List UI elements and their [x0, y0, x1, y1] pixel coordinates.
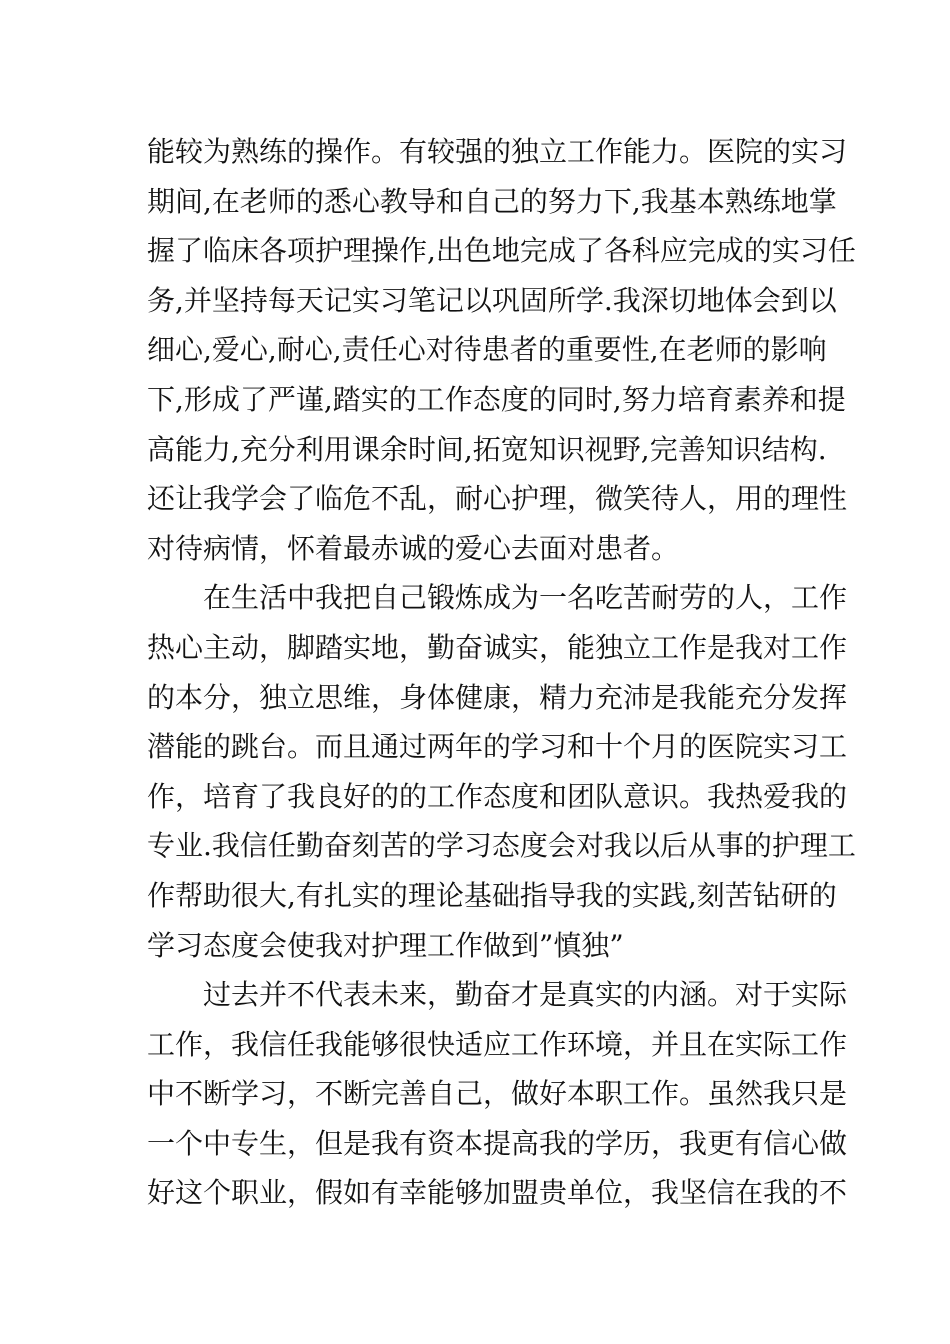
text-line: 专业.我信任勤奋刻苦的学习态度会对我以后从事的护理工	[147, 829, 856, 863]
text-line: 下,形成了严谨,踏实的工作态度的同时,努力培育素养和提	[147, 382, 846, 416]
text-line: 的本分，独立思维，身体健康，精力充沛是我能充分发挥	[147, 680, 848, 714]
paragraph-first-line: 过去并不代表未来，勤奋才是真实的内涵。对于实际	[203, 978, 848, 1012]
text-line: 期间,在老师的悉心教导和自己的努力下,我基本熟练地掌	[147, 184, 837, 218]
paragraph-first-line: 在生活中我把自己锻炼成为一名吃苦耐劳的人，工作	[203, 581, 848, 615]
text-line: 务,并坚持每天记实习笔记以巩固所学.我深切地体会到以	[147, 283, 837, 317]
text-line: 中不断学习，不断完善自己，做好本职工作。虽然我只是	[147, 1077, 848, 1111]
text-line: 热心主动，脚踏实地，勤奋诚实，能独立工作是我对工作	[147, 630, 848, 664]
text-line: 学习态度会使我对护理工作做到”慎独”	[147, 928, 624, 962]
text-line: 工作，我信任我能够很快适应工作环境，并且在实际工作	[147, 1027, 848, 1061]
text-line: 作帮助很大,有扎实的理论基础指导我的实践,刻苦钻研的	[147, 878, 837, 912]
text-line: 好这个职业，假如有幸能够加盟贵单位，我坚信在我的不	[147, 1176, 848, 1210]
text-line: 潜能的跳台。而且通过两年的学习和十个月的医院实习工	[147, 730, 848, 764]
text-line: 一个中专生，但是我有资本提高我的学历，我更有信心做	[147, 1126, 848, 1160]
text-line: 细心,爱心,耐心,责任心对待患者的重要性,在老师的影响	[147, 333, 827, 367]
text-line: 还让我学会了临危不乱，耐心护理，微笑待人，用的理性	[147, 482, 848, 516]
text-line: 作，培育了我良好的的工作态度和团队意识。我热爱我的	[147, 779, 848, 813]
text-line: 能较为熟练的操作。有较强的独立工作能力。医院的实习	[147, 135, 848, 168]
body-text	[147, 127, 856, 1218]
text-line: 握了临床各项护理操作,出色地完成了各科应完成的实习任	[147, 234, 856, 268]
text-line: 高能力,充分利用课余时间,拓宽知识视野,完善知识结构.	[147, 432, 827, 466]
text-line: 对待病情，怀着最赤诚的爱心去面对患者。	[147, 531, 680, 565]
